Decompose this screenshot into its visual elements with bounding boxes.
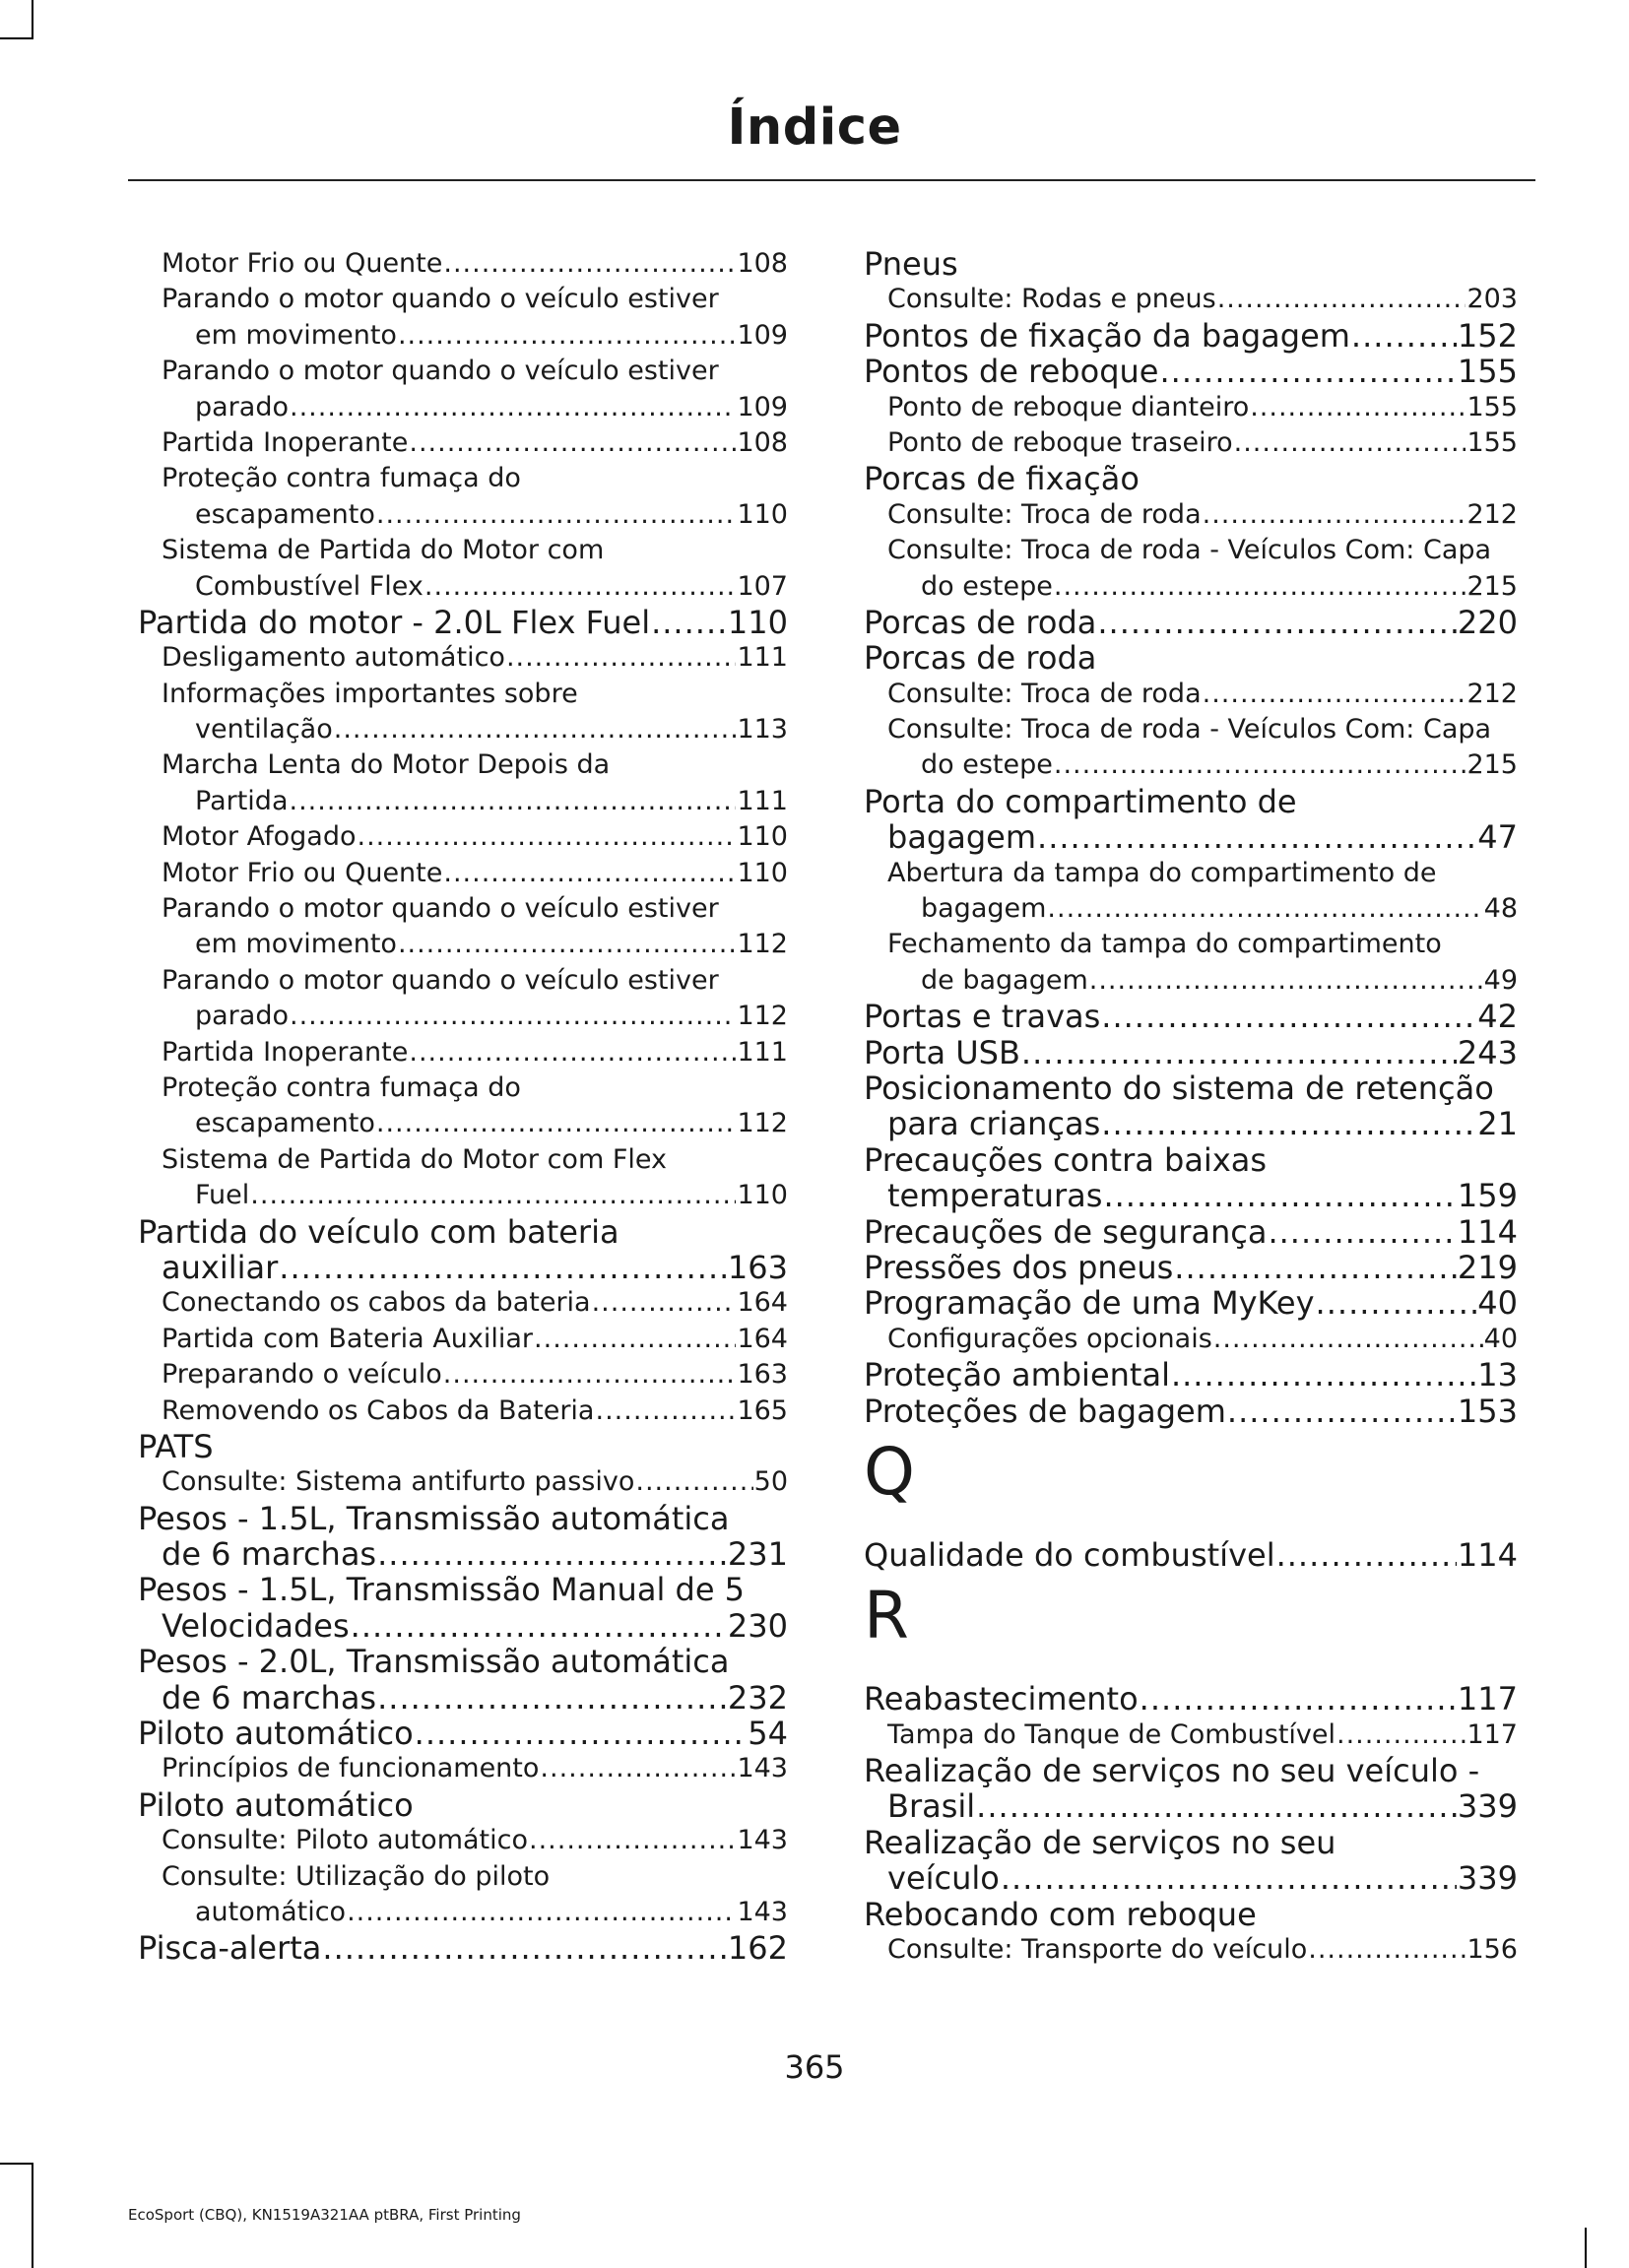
index-subentry[interactable] bbox=[864, 569, 1518, 605]
index-page-number: 110 bbox=[737, 1180, 788, 1211]
index-entry[interactable] bbox=[864, 1214, 1518, 1250]
dot-leader bbox=[443, 1357, 737, 1393]
index-page-number: 114 bbox=[1457, 1213, 1518, 1250]
index-entry[interactable] bbox=[864, 1537, 1518, 1573]
index-entry-text: Preparando o veículo bbox=[162, 1359, 442, 1391]
dot-leader bbox=[1276, 1537, 1457, 1573]
index-subheading: Parando o motor quando o veículo estiver bbox=[162, 284, 719, 315]
index-page-number: 153 bbox=[1457, 1393, 1518, 1429]
dot-leader bbox=[1227, 1393, 1457, 1429]
crop-mark bbox=[1585, 2228, 1587, 2268]
index-heading: Porta do compartimento de bbox=[864, 783, 1297, 820]
index-entry-text: Reabastecimento bbox=[864, 1681, 1139, 1717]
dot-leader bbox=[529, 1823, 736, 1858]
dot-leader bbox=[347, 1895, 736, 1930]
crop-mark bbox=[32, 2163, 33, 2268]
index-subentry[interactable] bbox=[138, 390, 788, 425]
index-heading: Piloto automático bbox=[138, 1786, 414, 1824]
index-entry-text: Motor Frio ou Quente bbox=[162, 857, 443, 888]
dot-leader bbox=[409, 1035, 736, 1070]
index-page-number: 243 bbox=[1457, 1034, 1518, 1070]
index-entry-text: de bagagem bbox=[921, 964, 1088, 996]
index-entry-text: em movimento bbox=[195, 319, 397, 351]
dot-leader bbox=[443, 856, 736, 891]
index-subentry[interactable] bbox=[138, 927, 788, 962]
dot-leader bbox=[1047, 891, 1482, 927]
index-entry-text: Consulte: Rodas e pneus bbox=[887, 284, 1216, 315]
index-page-number: 143 bbox=[737, 1896, 788, 1927]
index-subheading: Proteção contra fumaça do bbox=[162, 1071, 521, 1103]
index-entry-text: Proteção ambiental bbox=[864, 1357, 1170, 1393]
index-entry-text: Pressões dos pneus bbox=[864, 1249, 1174, 1286]
index-entry-text: para crianças bbox=[887, 1106, 1101, 1142]
dot-leader bbox=[1336, 1717, 1466, 1753]
index-column-left bbox=[138, 246, 788, 1967]
index-page-number: 110 bbox=[737, 857, 788, 888]
index-entry[interactable] bbox=[138, 1250, 788, 1285]
index-subentry[interactable] bbox=[864, 1932, 1518, 1968]
dot-leader bbox=[1037, 819, 1476, 855]
page-number: 365 bbox=[784, 2048, 845, 2086]
index-entry-text: bagagem bbox=[887, 819, 1037, 856]
index-entry-text: escapamento bbox=[195, 1108, 375, 1139]
index-entry-text: bagagem bbox=[921, 893, 1047, 925]
index-subentry[interactable] bbox=[138, 819, 788, 855]
dot-leader bbox=[540, 1751, 736, 1786]
index-page-number: 162 bbox=[727, 1930, 788, 1967]
dot-leader bbox=[592, 1285, 737, 1321]
dot-leader bbox=[1171, 1357, 1476, 1393]
index-page-number: 111 bbox=[737, 1036, 788, 1068]
index-entry-text: Portas e travas bbox=[864, 999, 1101, 1035]
index-page-number: 21 bbox=[1477, 1106, 1518, 1142]
index-entry-text: do estepe bbox=[921, 570, 1053, 602]
index-page-number: 108 bbox=[737, 248, 788, 279]
index-page-number: 339 bbox=[1457, 1788, 1518, 1825]
index-subheading: Consulte: Utilização do piloto bbox=[162, 1860, 551, 1892]
index-page-number: 231 bbox=[727, 1536, 788, 1573]
index-heading: Precauções contra baixas bbox=[864, 1141, 1268, 1179]
index-page-number: 54 bbox=[748, 1716, 788, 1752]
index-page-number: 110 bbox=[727, 604, 788, 641]
index-heading: Pesos - 1.5L, Transmissão automática bbox=[138, 1500, 730, 1537]
index-entry-text: Consulte: Troca de roda bbox=[887, 678, 1202, 709]
index-entry-text: veículo bbox=[887, 1860, 1000, 1897]
dot-leader bbox=[1097, 605, 1457, 640]
index-subentry[interactable] bbox=[864, 497, 1518, 533]
index-entry[interactable] bbox=[864, 1178, 1518, 1213]
index-page-number: 215 bbox=[1466, 749, 1518, 781]
index-page-number: 155 bbox=[1466, 426, 1518, 458]
dot-leader bbox=[424, 569, 737, 605]
index-entry-text: Princípios de funcionamento bbox=[162, 1753, 540, 1784]
index-entry[interactable] bbox=[864, 999, 1518, 1034]
index-page-number: 13 bbox=[1477, 1357, 1518, 1393]
index-page-number: 112 bbox=[737, 1108, 788, 1139]
index-page-number: 164 bbox=[737, 1287, 788, 1319]
index-entry[interactable] bbox=[864, 1681, 1518, 1717]
index-subentry[interactable] bbox=[138, 318, 788, 354]
index-page-number: 114 bbox=[1457, 1536, 1518, 1574]
index-heading: Pesos - 1.5L, Transmissão Manual de 5 bbox=[138, 1572, 746, 1608]
dot-leader bbox=[534, 1322, 736, 1357]
index-entry[interactable] bbox=[864, 1860, 1518, 1896]
index-heading: Realização de serviços no seu veículo - bbox=[864, 1753, 1480, 1789]
index-subentry[interactable] bbox=[864, 425, 1518, 461]
dot-leader bbox=[1140, 1681, 1457, 1717]
index-subentry[interactable] bbox=[864, 891, 1518, 927]
dot-leader bbox=[377, 1536, 727, 1572]
dot-leader bbox=[1351, 318, 1457, 354]
index-subentry[interactable] bbox=[138, 784, 788, 819]
index-page-number: 212 bbox=[1466, 498, 1518, 530]
index-page-number: 230 bbox=[727, 1607, 788, 1645]
index-entry-text: Consulte: Transporte do veículo bbox=[887, 1934, 1308, 1966]
index-subentry[interactable] bbox=[138, 1035, 788, 1070]
dot-leader bbox=[1101, 999, 1476, 1034]
index-page-number: 165 bbox=[737, 1394, 788, 1426]
index-entry[interactable] bbox=[864, 1788, 1518, 1824]
index-entry-text: Partida com Bateria Auxiliar bbox=[162, 1323, 534, 1354]
index-subentry[interactable] bbox=[138, 712, 788, 747]
index-page-number: 111 bbox=[737, 785, 788, 816]
index-entry-text: Partida Inoperante bbox=[162, 426, 409, 458]
index-subheading: Abertura da tampa do compartimento de bbox=[887, 857, 1437, 888]
dot-leader bbox=[506, 640, 737, 676]
index-subentry[interactable] bbox=[864, 282, 1518, 317]
crop-mark bbox=[0, 37, 33, 39]
index-page-number: 203 bbox=[1466, 284, 1518, 315]
title-divider bbox=[128, 179, 1535, 181]
dot-leader bbox=[976, 1788, 1457, 1824]
index-entry-text: Programação de uma MyKey bbox=[864, 1285, 1315, 1322]
index-subentry[interactable] bbox=[138, 1751, 788, 1786]
index-subheading: Marcha Lenta do Motor Depois da bbox=[162, 749, 611, 781]
index-heading: Porcas de fixação bbox=[864, 461, 1140, 497]
index-entry-text: Ponto de reboque dianteiro bbox=[887, 391, 1250, 422]
index-entry-text: de 6 marchas bbox=[162, 1679, 377, 1717]
dot-leader bbox=[334, 712, 737, 747]
index-entry[interactable] bbox=[864, 318, 1518, 354]
index-column-right bbox=[864, 246, 1518, 1968]
dot-leader bbox=[1101, 1106, 1476, 1141]
index-entry[interactable] bbox=[138, 1716, 788, 1751]
index-page-number: 113 bbox=[737, 714, 788, 745]
index-entry-text: Desligamento automático bbox=[162, 642, 505, 674]
index-entry-text: Pontos de reboque bbox=[864, 354, 1159, 390]
section-letter: Q bbox=[864, 1433, 915, 1510]
index-page-number: 111 bbox=[737, 642, 788, 674]
dot-leader bbox=[1203, 497, 1466, 533]
dot-leader bbox=[1268, 1214, 1456, 1250]
index-entry-text: Tampa do Tanque de Combustível bbox=[887, 1718, 1336, 1750]
index-subheading: Consulte: Troca de roda - Veículos Com: Capa bbox=[887, 714, 1492, 745]
section-letter: R bbox=[864, 1578, 909, 1654]
index-subentry[interactable] bbox=[864, 390, 1518, 425]
index-entry[interactable] bbox=[864, 1285, 1518, 1321]
index-entry-text: Piloto automático bbox=[138, 1716, 414, 1752]
dot-leader bbox=[290, 784, 737, 819]
index-entry[interactable] bbox=[864, 819, 1518, 855]
dot-leader bbox=[376, 497, 737, 533]
index-subheading: Proteção contra fumaça do bbox=[162, 463, 521, 494]
dot-leader bbox=[351, 1608, 727, 1644]
index-subentry[interactable] bbox=[138, 569, 788, 605]
dot-leader bbox=[1001, 1860, 1457, 1896]
dot-leader bbox=[1159, 354, 1456, 389]
index-entry-text: Proteções de bagagem bbox=[864, 1393, 1226, 1429]
index-entry-text: Motor Afogado bbox=[162, 821, 357, 853]
index-subheading: Consulte: Troca de roda - Veículos Com: Capa bbox=[887, 535, 1492, 566]
index-entry-text: de 6 marchas bbox=[162, 1536, 377, 1573]
index-heading: Pneus bbox=[864, 246, 958, 283]
index-subentry[interactable] bbox=[138, 1106, 788, 1141]
index-subentry[interactable] bbox=[864, 1322, 1518, 1357]
index-subentry[interactable] bbox=[138, 425, 788, 461]
dot-leader bbox=[1213, 1322, 1483, 1357]
dot-leader bbox=[1054, 569, 1466, 605]
index-entry-text: Configurações opcionais bbox=[887, 1323, 1212, 1354]
index-subentry[interactable] bbox=[864, 677, 1518, 712]
index-entry-text: Brasil bbox=[887, 1788, 976, 1825]
index-entry[interactable] bbox=[864, 1106, 1518, 1141]
dot-leader bbox=[322, 1930, 727, 1966]
crop-mark bbox=[32, 0, 33, 39]
index-page-number: 112 bbox=[737, 1001, 788, 1032]
index-entry-text: ventilação bbox=[195, 714, 333, 745]
index-subentry[interactable] bbox=[138, 1895, 788, 1930]
index-page-number: 215 bbox=[1466, 570, 1518, 602]
index-page-number: 219 bbox=[1457, 1249, 1518, 1286]
index-page-number: 143 bbox=[737, 1825, 788, 1856]
index-entry[interactable] bbox=[864, 1357, 1518, 1393]
index-entry-text: Precauções de segurança bbox=[864, 1213, 1268, 1250]
index-subentry[interactable] bbox=[138, 1285, 788, 1321]
index-subentry[interactable] bbox=[138, 1178, 788, 1213]
index-heading: Partida do veículo com bateria bbox=[138, 1213, 619, 1250]
index-entry[interactable] bbox=[864, 1250, 1518, 1285]
dot-leader bbox=[376, 1106, 737, 1141]
index-entry-text: automático bbox=[195, 1896, 347, 1927]
index-entry-text: Porta USB bbox=[864, 1034, 1020, 1070]
index-subentry[interactable] bbox=[864, 963, 1518, 999]
dot-leader bbox=[1308, 1932, 1466, 1968]
index-page-number: 164 bbox=[737, 1323, 788, 1354]
index-page-number: 47 bbox=[1477, 819, 1518, 856]
dot-leader bbox=[398, 927, 737, 962]
index-entry-text: Partida Inoperante bbox=[162, 1036, 409, 1068]
dot-leader bbox=[279, 1250, 727, 1285]
dot-leader bbox=[1021, 1035, 1457, 1070]
crop-mark bbox=[0, 2163, 33, 2165]
footer-text: EcoSport (CBQ), KN1519A321AA ptBRA, First Printing bbox=[128, 2206, 521, 2224]
index-heading: Porcas de roda bbox=[864, 640, 1097, 677]
index-subentry[interactable] bbox=[138, 497, 788, 533]
index-subheading: Sistema de Partida do Motor com Flex bbox=[162, 1143, 667, 1175]
dot-leader bbox=[1174, 1250, 1457, 1285]
dot-leader bbox=[1234, 425, 1466, 461]
index-entry-text: temperaturas bbox=[887, 1178, 1103, 1214]
index-entry[interactable] bbox=[138, 1930, 788, 1966]
index-page-number: 110 bbox=[737, 498, 788, 530]
index-page-number: 40 bbox=[1477, 1285, 1518, 1322]
index-entry-text: Pisca-alerta bbox=[138, 1930, 322, 1967]
index-heading: Rebocando com reboque bbox=[864, 1896, 1257, 1933]
index-heading: Posicionamento do sistema de retenção bbox=[864, 1069, 1494, 1107]
index-page-number: 339 bbox=[1457, 1860, 1518, 1897]
index-heading: PATS bbox=[138, 1428, 214, 1465]
index-page-number: 159 bbox=[1457, 1178, 1518, 1214]
index-entry[interactable] bbox=[138, 1536, 788, 1572]
index-subentry[interactable] bbox=[864, 747, 1518, 783]
index-page-number: 112 bbox=[737, 929, 788, 960]
index-entry-text: Fuel bbox=[195, 1180, 250, 1211]
index-page-number: 48 bbox=[1483, 893, 1518, 925]
index-page-number: 155 bbox=[1457, 354, 1518, 390]
dot-leader bbox=[409, 425, 736, 461]
index-entry-text: Qualidade do combustível bbox=[864, 1536, 1275, 1574]
index-entry-text: Partida bbox=[195, 785, 289, 816]
index-page-number: 155 bbox=[1466, 391, 1518, 422]
index-entry-text: Ponto de reboque traseiro bbox=[887, 426, 1233, 458]
index-entry[interactable] bbox=[864, 1393, 1518, 1429]
dot-leader bbox=[1089, 963, 1483, 999]
index-subentry[interactable] bbox=[864, 1717, 1518, 1753]
index-subentry[interactable] bbox=[138, 1823, 788, 1858]
index-entry-text: Removendo os Cabos da Bateria bbox=[162, 1394, 595, 1426]
index-entry-text: Combustível Flex bbox=[195, 570, 424, 602]
index-entry-text: Motor Frio ou Quente bbox=[162, 248, 443, 279]
dot-leader bbox=[1203, 677, 1466, 712]
index-subheading: Informações importantes sobre bbox=[162, 678, 578, 709]
dot-leader bbox=[1217, 282, 1466, 317]
index-heading: Pesos - 2.0L, Transmissão automática bbox=[138, 1644, 730, 1680]
index-entry[interactable] bbox=[864, 1035, 1518, 1070]
dot-leader bbox=[290, 390, 736, 425]
index-page-number: 49 bbox=[1483, 964, 1518, 996]
index-entry-text: do estepe bbox=[921, 749, 1053, 781]
index-page-number: 156 bbox=[1466, 1934, 1518, 1966]
index-entry-text: Velocidades bbox=[162, 1607, 350, 1645]
index-page-number: 152 bbox=[1457, 317, 1518, 355]
index-subheading: Parando o motor quando o veículo estiver bbox=[162, 893, 719, 925]
index-subheading: Sistema de Partida do Motor com bbox=[162, 535, 605, 566]
dot-leader bbox=[290, 999, 736, 1034]
index-entry-text: Consulte: Sistema antifurto passivo bbox=[162, 1466, 635, 1498]
index-entry-text: em movimento bbox=[195, 929, 397, 960]
index-subentry[interactable] bbox=[138, 999, 788, 1034]
dot-leader bbox=[250, 1178, 736, 1213]
index-entry[interactable] bbox=[864, 605, 1518, 640]
index-entry-text: Pontos de fixação da bagagem bbox=[864, 317, 1350, 355]
index-subentry[interactable] bbox=[138, 640, 788, 676]
index-page-number: 117 bbox=[1457, 1681, 1518, 1717]
dot-leader bbox=[377, 1680, 727, 1716]
index-page-number: 109 bbox=[737, 391, 788, 422]
dot-leader bbox=[595, 1393, 736, 1429]
page-title: Índice bbox=[727, 98, 902, 157]
index-subentry[interactable] bbox=[138, 1393, 788, 1429]
index-entry-text: Conectando os cabos da bateria bbox=[162, 1287, 591, 1319]
index-entry[interactable] bbox=[138, 1680, 788, 1716]
index-subentry[interactable] bbox=[138, 1464, 788, 1500]
dot-leader bbox=[1103, 1178, 1456, 1213]
index-heading: Realização de serviços no seu bbox=[864, 1824, 1336, 1861]
index-subentry[interactable] bbox=[138, 1322, 788, 1357]
index-entry[interactable] bbox=[864, 354, 1518, 389]
index-page-number: 117 bbox=[1466, 1718, 1518, 1750]
dot-leader bbox=[651, 605, 727, 640]
index-page-number: 109 bbox=[737, 319, 788, 351]
index-page-number: 110 bbox=[737, 821, 788, 853]
dot-leader bbox=[357, 819, 736, 855]
dot-leader bbox=[1250, 390, 1466, 425]
index-page-number: 232 bbox=[727, 1679, 788, 1717]
dot-leader bbox=[1316, 1285, 1477, 1321]
index-page-number: 163 bbox=[727, 1249, 788, 1286]
index-entry-text: parado bbox=[195, 1001, 289, 1032]
index-subheading: Fechamento da tampa do compartimento bbox=[887, 929, 1442, 960]
index-entry-text: auxiliar bbox=[162, 1249, 279, 1286]
dot-leader bbox=[1054, 747, 1466, 783]
index-page-number: 107 bbox=[737, 570, 788, 602]
index-page-number: 40 bbox=[1483, 1323, 1518, 1354]
dot-leader bbox=[415, 1716, 748, 1751]
dot-leader bbox=[398, 318, 737, 354]
index-entry-text: parado bbox=[195, 391, 289, 422]
index-entry-text: Porcas de roda bbox=[864, 604, 1097, 641]
index-page-number: 42 bbox=[1477, 999, 1518, 1035]
index-subentry[interactable] bbox=[138, 856, 788, 891]
index-entry-text: escapamento bbox=[195, 498, 375, 530]
index-entry-text: Consulte: Troca de roda bbox=[887, 498, 1202, 530]
index-page-number: 50 bbox=[753, 1466, 788, 1498]
dot-leader bbox=[443, 246, 736, 282]
index-entry[interactable] bbox=[138, 1608, 788, 1644]
index-page-number: 143 bbox=[737, 1753, 788, 1784]
dot-leader bbox=[635, 1464, 752, 1500]
index-page-number: 163 bbox=[737, 1359, 788, 1391]
index-entry-text: Partida do motor - 2.0L Flex Fuel bbox=[138, 604, 651, 641]
index-subentry[interactable] bbox=[138, 1357, 788, 1393]
index-page-number: 220 bbox=[1457, 604, 1518, 641]
index-entry[interactable] bbox=[138, 605, 788, 640]
index-subentry[interactable] bbox=[138, 246, 788, 282]
index-page-number: 108 bbox=[737, 426, 788, 458]
index-subheading: Parando o motor quando o veículo estiver bbox=[162, 356, 719, 387]
index-entry-text: Consulte: Piloto automático bbox=[162, 1825, 529, 1856]
index-subheading: Parando o motor quando o veículo estiver bbox=[162, 964, 719, 996]
index-page-number: 212 bbox=[1466, 678, 1518, 709]
